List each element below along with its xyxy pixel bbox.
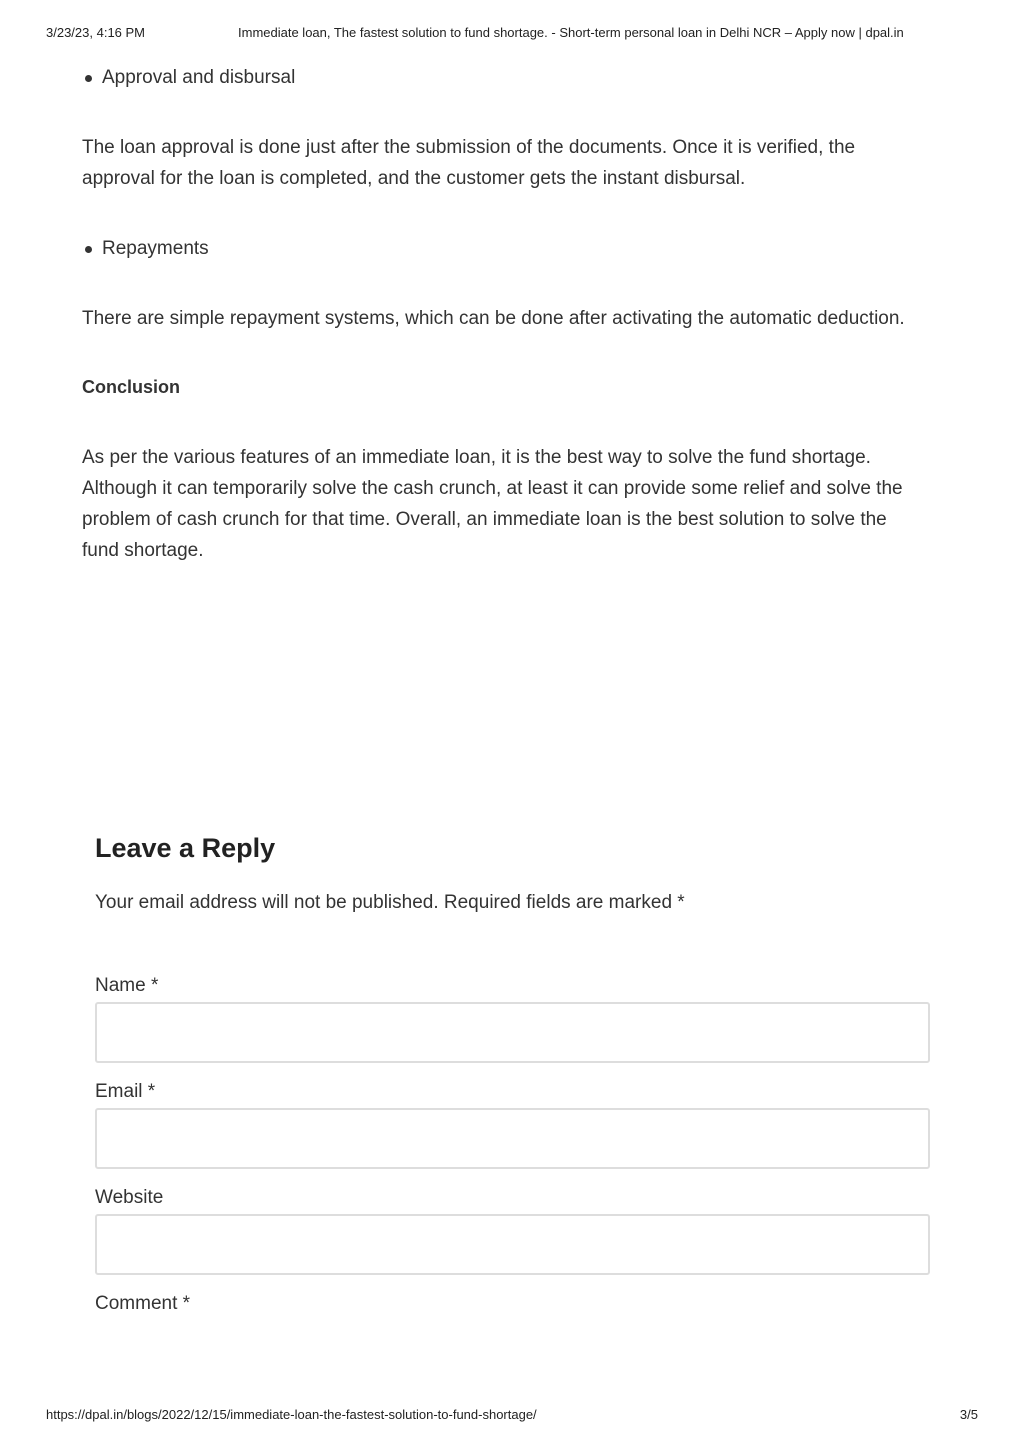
paragraph-line: The loan approval is done just after the submission of the documents. Once it is verified, the	[82, 137, 856, 158]
bullet-list-repayments	[82, 233, 209, 264]
print-date: 3/23/23, 4:16 PM	[46, 25, 146, 40]
comment-notes: Your email address will not be published. Required fields are marked *	[95, 892, 685, 913]
bullet-dot-icon	[85, 75, 92, 82]
paragraph-line: As per the various features of an immediate loan, it is the best way to solve the fund shortage.	[82, 447, 871, 468]
paragraph-line: fund shortage.	[82, 540, 204, 561]
list-item	[82, 62, 295, 93]
print-page-title: Immediate loan, The fastest solution to fund shortage. - Short-term personal loan in Delhi NCR – Apply now | dpal.in	[238, 25, 904, 40]
print-header	[46, 25, 978, 41]
paragraph-line: problem of cash crunch for that time. Overall, an immediate loan is the best solution to solve the	[82, 509, 887, 530]
reply-heading: Leave a Reply	[95, 833, 276, 863]
bullet-text-repayments: Repayments	[102, 238, 209, 259]
name-field[interactable]	[95, 1002, 930, 1063]
email-field[interactable]	[95, 1108, 930, 1169]
paragraph-line: approval for the loan is completed, and the customer gets the instant disbursal.	[82, 168, 746, 189]
print-url: https://dpal.in/blogs/2022/12/15/immediate-loan-the-fastest-solution-to-fund-shortage/	[46, 1407, 537, 1422]
paragraph-approval	[82, 132, 942, 194]
page-number: 3/5	[959, 1407, 978, 1422]
email-label: Email *	[95, 1081, 156, 1102]
paragraph-conclusion	[82, 442, 942, 566]
list-item	[82, 233, 209, 264]
comment-label: Comment *	[95, 1293, 191, 1314]
paragraph-line: Although it can temporarily solve the cash crunch, at least it can provide some relief and solve the	[82, 478, 903, 499]
conclusion-heading: Conclusion	[82, 377, 180, 397]
paragraph-line: There are simple repayment systems, which can be done after activating the automatic deduction.	[82, 308, 905, 329]
name-label: Name *	[95, 975, 159, 996]
website-field[interactable]	[95, 1214, 930, 1275]
paragraph-repayments	[82, 303, 942, 334]
website-label: Website	[95, 1187, 164, 1208]
bullet-list-approval	[82, 62, 295, 93]
bullet-text-approval: Approval and disbursal	[102, 67, 296, 88]
bullet-dot-icon	[85, 246, 92, 253]
